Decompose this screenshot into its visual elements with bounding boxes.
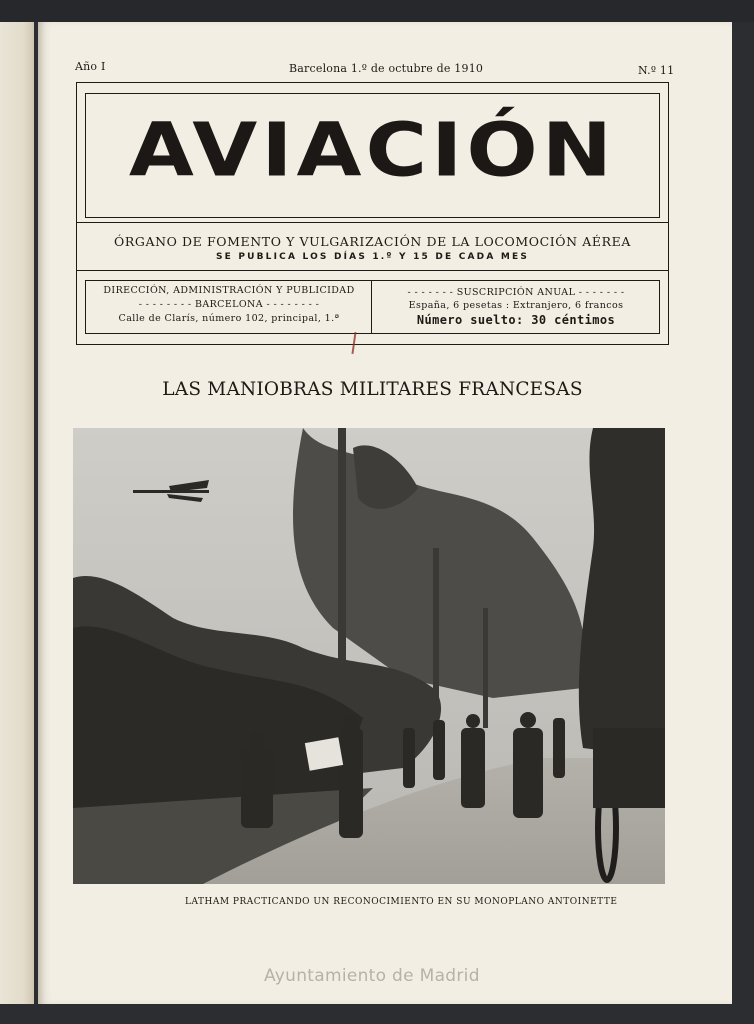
article-headline: LAS MANIOBRAS MILITARES FRANCESAS <box>162 379 583 400</box>
info-box-divider <box>371 280 372 334</box>
magazine-subtitle: ÓRGANO DE FOMENTO Y VULGARIZACIÓN DE LA LOCOMOCIÓN AÉREA <box>114 234 631 249</box>
article-photograph <box>73 428 665 884</box>
office-city: - - - - - - - - BARCELONA - - - - - - - - <box>138 299 320 310</box>
scan-background <box>0 0 754 22</box>
masthead-divider-top <box>76 222 669 223</box>
watermark: Ayuntamiento de Madrid <box>264 966 480 986</box>
volume-year: Año I <box>75 60 106 73</box>
issue-date: Barcelona 1.º de octubre de 1910 <box>289 62 484 75</box>
magazine-cover-page <box>38 22 732 1004</box>
photo-caption: LATHAM PRACTICANDO UN RECONOCIMIENTO EN SU MONOPLANO ANTOINETTE <box>185 897 618 907</box>
office-address: Calle de Clarís, número 102, principal, 1.ª <box>118 313 340 324</box>
issue-number: N.º 11 <box>638 64 675 77</box>
magazine-title: AVIACIÓN <box>128 106 617 194</box>
subscription-prices: España, 6 pesetas : Extranjero, 6 francos <box>408 300 624 311</box>
office-heading: DIRECCIÓN, ADMINISTRACIÓN Y PUBLICIDAD <box>103 285 355 296</box>
masthead-divider-bottom <box>76 270 669 271</box>
left-facing-page <box>0 22 34 1004</box>
publication-frequency: SE PUBLICA LOS DÍAS 1.º Y 15 DE CADA MES <box>215 252 530 262</box>
single-copy-price: Número suelto: 30 céntimos <box>416 313 616 327</box>
subscription-heading: - - - - - - - SUSCRIPCIÓN ANUAL - - - - - - - <box>407 287 625 298</box>
